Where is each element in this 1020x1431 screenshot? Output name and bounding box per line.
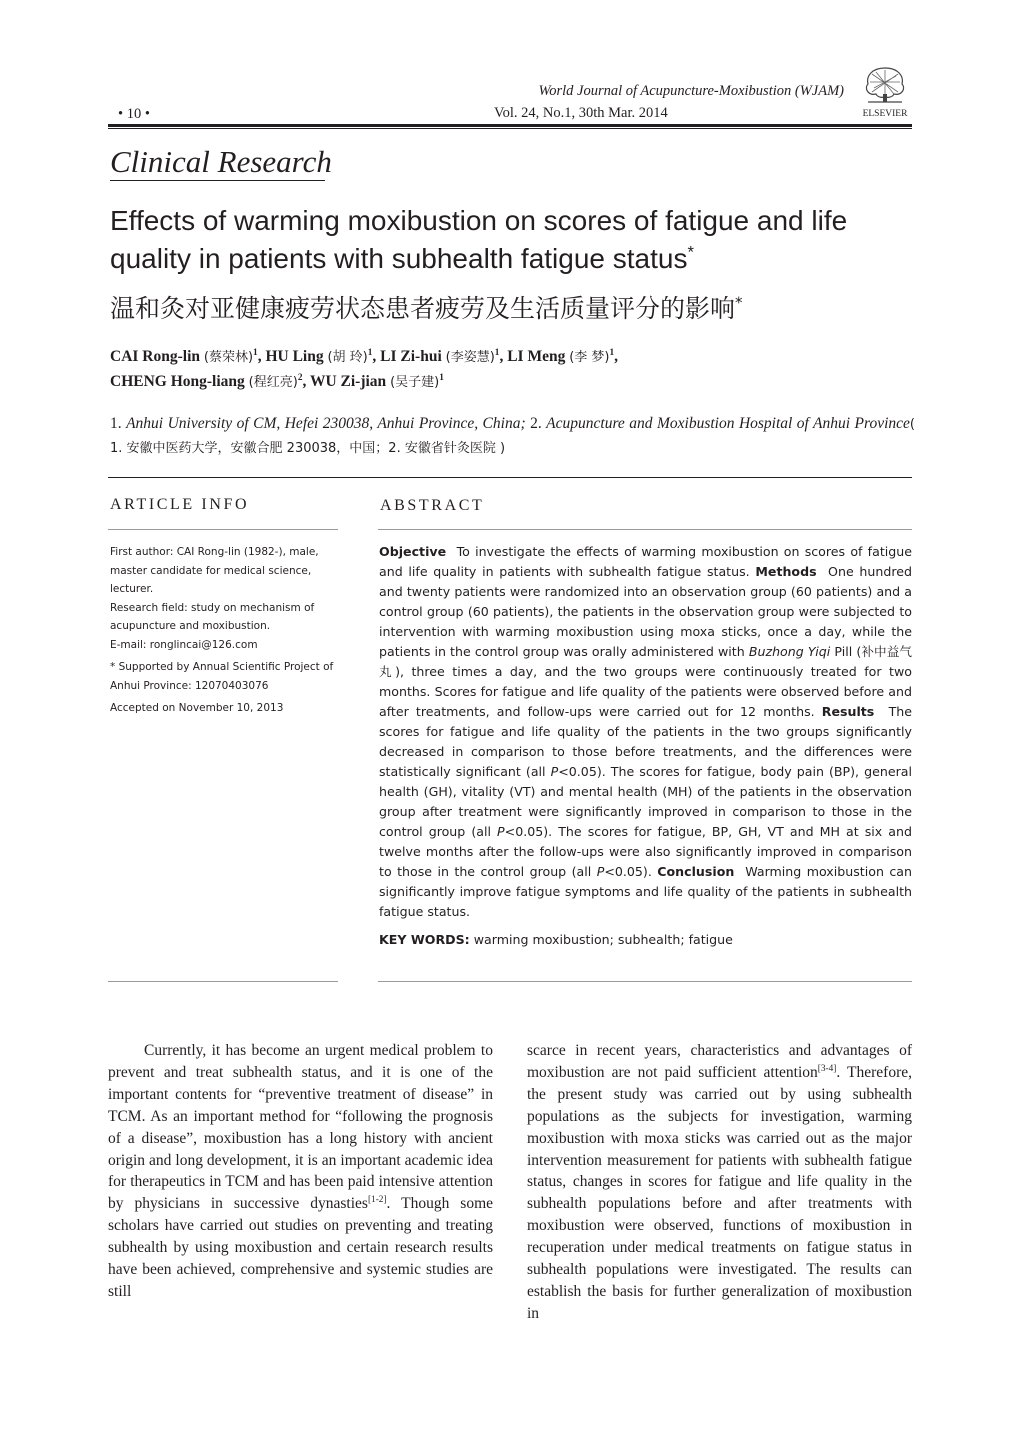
author-list <box>110 345 920 395</box>
research-field-note: Research field: study on mechanism of acupuncture and moxibustion. <box>110 601 315 632</box>
article-info-heading: ARTICLE INFO <box>110 496 250 513</box>
author: LI Zi-hui (李姿慧)$^1$, <box>380 347 508 365</box>
abstract-text: Objective To investigate the effects of warming moxibustion on scores of fatigue and life quality in patients with subhealth fatigue status. Methods One hundred and twenty patients were randomized into an observation group (60 patients) and a control group (60 patients), the patients in the observation group were subjected to intervention with warming moxibustion using moxa sticks, once a day, while the patients in the control group was orally administered with Buzhong Yiqi Pill (补中益气丸), three times a day, and the two groups were continuously treated for two months. Scores for fatigue and life quality of the patients were observed before and after treatments, and follow-ups were carried out for 12 months. Results The scores for fatigue and life quality of the patients in the two groups significantly decreased in comparison to those before treatments, and the differences were statistically significant (all P<0.05). The scores for fatigue, body pain (BP), general health (GH), vitality (VT) and mental health (MH) of the patients in the observation group after treatment were significantly improved in comparison to those in the control group (all P<0.05). The scores for fatigue, BP, GH, VT and MH at six and twelve months after the follow-ups were also significantly improved in comparison to those in the control group (all P<0.05). Conclusion Warming moxibustion can significantly improve fatigue symptoms and life quality of the patients in subhealth fatigue status. <box>379 544 912 919</box>
section-underline <box>110 180 325 181</box>
author: CHENG Hong-liang (程红亮)$^2$, <box>110 372 310 390</box>
divider <box>378 981 912 982</box>
section-label: Clinical Research <box>110 144 332 179</box>
tree-icon <box>864 64 906 102</box>
author: WU Zi-jian (吴子建)$^1$ <box>309 372 444 390</box>
abstract-body <box>379 542 912 950</box>
page-number: • 10 • <box>118 106 150 122</box>
article-title-chinese-text: 温和灸对亚健康疲劳状态患者疲劳及生活质量评分的影响 <box>110 294 736 323</box>
publisher-logo-text: ELSEVIER <box>862 109 908 118</box>
divider <box>108 477 912 478</box>
divider <box>108 981 338 982</box>
divider <box>378 529 912 530</box>
article-title <box>110 202 918 278</box>
keywords: KEY WORDS: warming moxibustion; subhealth; fatigue <box>379 932 733 947</box>
article-info <box>110 543 344 718</box>
divider <box>108 529 338 530</box>
author: CAI Rong-lin (蔡荣林)$^1$, <box>110 347 266 365</box>
journal-name: World Journal of Acupuncture-Moxibustion (WJAM) <box>538 83 844 99</box>
author: HU Ling (胡 玲)$^1$, <box>265 347 381 365</box>
title-cn-footnote-mark: * <box>735 293 743 312</box>
first-author-note: First author: CAI Rong-lin (1982-), male, master candidate for medical science, lecturer. <box>110 546 319 595</box>
journal-volume: Vol. 24, No.1, 30th Mar. 2014 <box>494 105 668 121</box>
affiliations: 1. Anhui University of CM, Hefei 230038, Anhui Province, China; 2. Acupuncture and Moxibustion Hospital of Anhui Province( 1. 安徽中医药大学，安徽合肥 230038，中国；2. 安徽省针灸医院 ) <box>110 415 915 456</box>
body-column-right <box>527 1040 912 1325</box>
abstract-heading: ABSTRACT <box>380 497 485 514</box>
accepted-date: Accepted on November 10, 2013 <box>110 702 284 714</box>
body-column-left <box>108 1040 493 1303</box>
citation: [3-4] <box>817 1063 837 1074</box>
citation: [1-2] <box>367 1195 387 1206</box>
article-title-chinese <box>110 292 743 326</box>
elsevier-logo <box>858 62 912 118</box>
email-note: E-mail: ronglincai@126.com <box>110 638 258 651</box>
title-footnote-mark: * <box>687 242 695 262</box>
body-paragraph: scarce in recent years, characteristics and advantages of moxibustion are not paid sufficient attention[3-4]. Therefore, the present study was carried out by using subhealth populations as the subjects for investigation, warming moxibustion with moxa sticks was carried out as the major intervention measurement for patients with subhealth fatigue status, changes in scores for fatigue and life quality in the subhealth populations before and after treatments with moxibustion were observed, functions of moxibustion in recuperation under medical treatments on fatigue status in subhealth populations were investigated. The results can establish the basis for further generalization of moxibustion in <box>527 1042 912 1322</box>
support-note: * Supported by Annual Scientific Project of Anhui Province: 12070403076 <box>110 661 334 692</box>
body-paragraph: Currently, it has become an urgent medical problem to prevent and treat subhealth status, and it is one of the important contents for “preventive treatment of disease” in TCM. As an important method for “following the prognosis of a disease”, moxibustion has a long history with ancient origin and long development, it is an important academic idea for therapeutics in TCM and has been paid intensive attention by physicians in successive dynasties[1-2]. Though some scholars have carried out studies on preventing and treating subhealth by using moxibustion and certain research results have been achieved, comprehensive and systemic studies are still <box>108 1042 493 1300</box>
header-rule <box>108 124 912 127</box>
article-title-text: Effects of warming moxibustion on scores of fatigue and life quality in patients with subhealth fatigue status <box>110 205 848 274</box>
author: LI Meng (李 梦)$^1$, <box>507 347 619 365</box>
header-rule-thin <box>108 128 912 129</box>
